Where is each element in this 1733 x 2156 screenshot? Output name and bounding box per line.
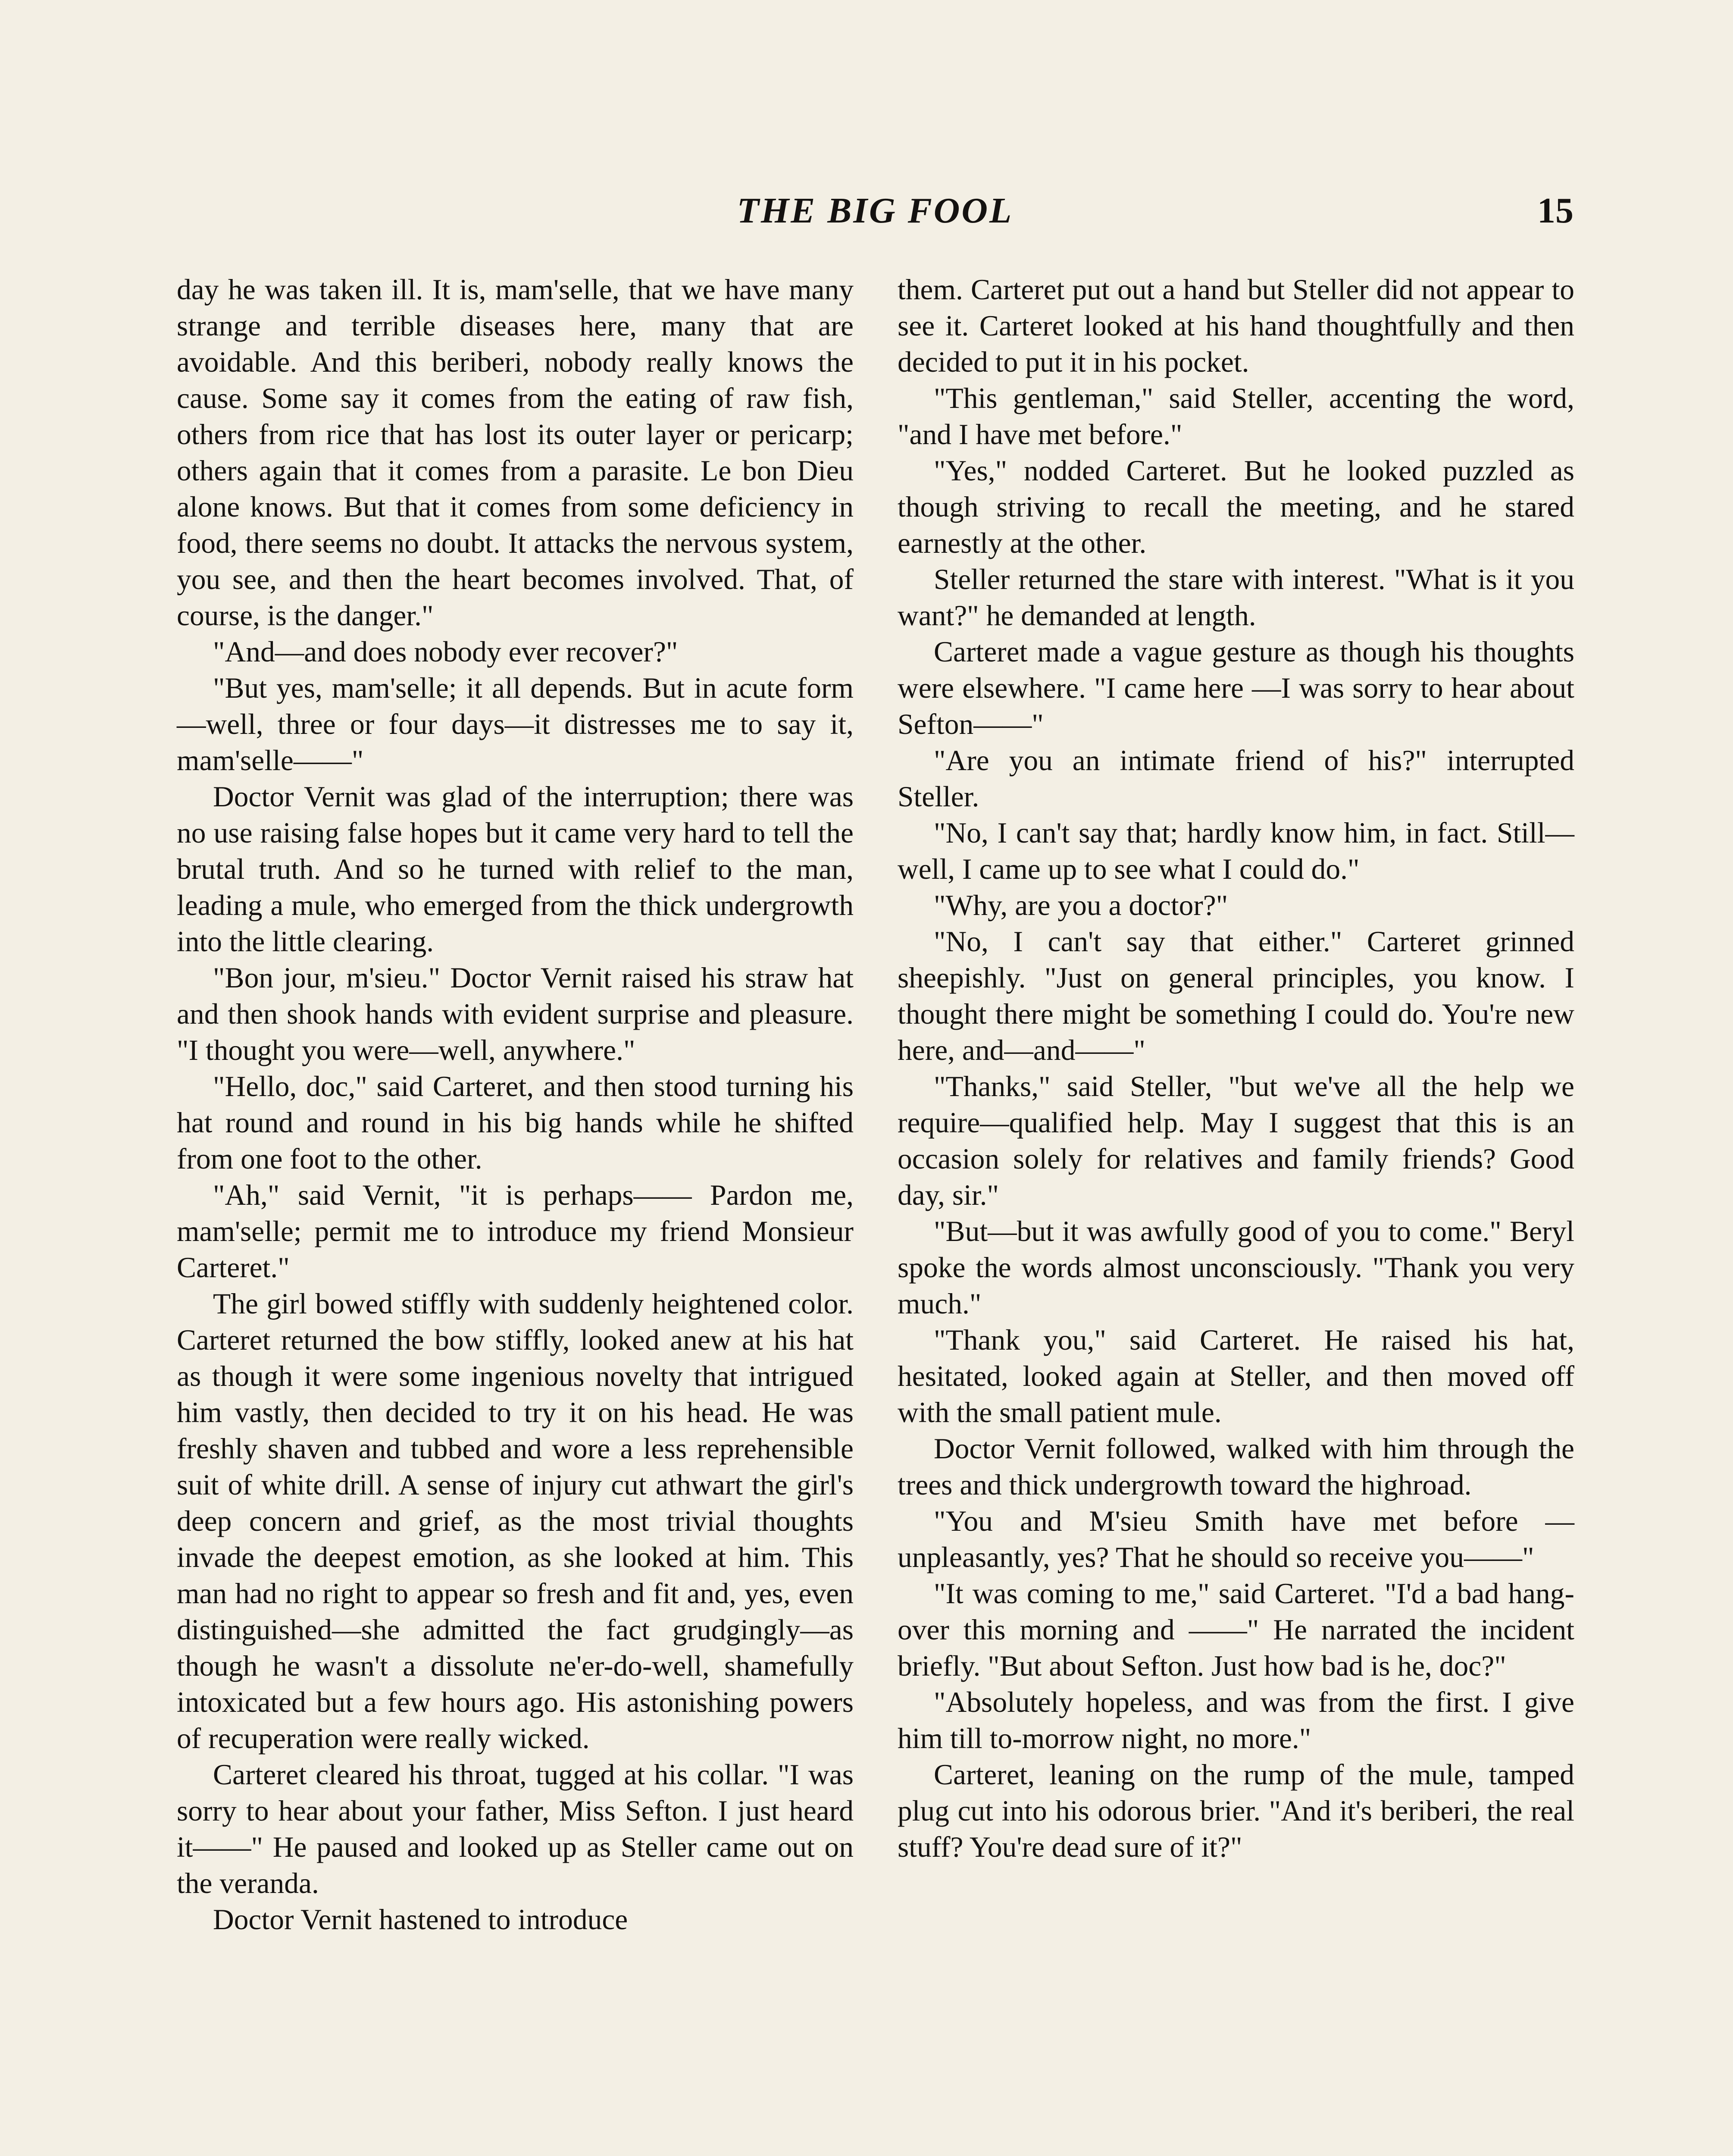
paragraph: "Absolutely hopeless, and was from the first. I give him till to-morrow night, no more." bbox=[898, 1686, 1574, 1755]
paragraph: Carteret, leaning on the rump of the mule, tamped plug cut into his odorous brier. "And it's beriberi, the real stuff? You're dead sure of it?" bbox=[898, 1758, 1574, 1863]
paragraph: "Hello, doc," said Carteret, and then stood turning his hat round and round in his big hands while he shifted from one foot to the other. bbox=[177, 1070, 854, 1175]
paragraph: Doctor Vernit was glad of the interruption; there was no use raising false hopes but it came very hard to tell the brutal truth. And so he turned with relief to the man, leading a mule, who emerged from the thick undergrowth into the little clearing. bbox=[177, 780, 854, 958]
paragraph: "And—and does nobody ever recover?" bbox=[213, 636, 678, 668]
paragraph: "But—but it was awfully good of you to come." Beryl spoke the words almost unconsciously. "Thank you very much." bbox=[898, 1215, 1574, 1320]
paragraph: "Yes," nodded Carteret. But he looked puzzled as though striving to recall the meeting, and he stared earnestly at the other. bbox=[898, 454, 1574, 559]
paragraph: "Thanks," said Steller, "but we've all the help we require—qualified help. May I suggest that this is an occasion solely for relatives and family friends? Good day, sir." bbox=[898, 1070, 1574, 1211]
paragraph: Carteret made a vague gesture as though his thoughts were elsewhere. "I came here —I was sorry to hear about Sefton——" bbox=[898, 636, 1574, 740]
paragraph: "Thank you," said Carteret. He raised his hat, hesitated, looked again at Steller, and then moved off with the small patient mule. bbox=[898, 1324, 1574, 1429]
paragraph: "Are you an intimate friend of his?" interrupted Steller. bbox=[898, 744, 1574, 813]
paragraph: "Why, are you a doctor?" bbox=[934, 889, 1228, 921]
paragraph: "But yes, mam'selle; it all depends. But in acute form—well, three or four days—it distresses me to say it, mam'selle——" bbox=[177, 672, 854, 777]
page-number: 15 bbox=[1537, 191, 1573, 231]
paragraph: day he was taken ill. It is, mam'selle, that we have many strange and terrible diseases here, many that are avoidable. And this beriberi, nobody really knows the cause. Some say it comes from the eating of raw fish, others from rice that has lost its outer layer or pericarp; others again that it comes from a parasite. Le bon Dieu alone knows. But that it comes from some deficiency in food, there seems no doubt. It attacks the nervous system, you see, and then the heart becomes involved. That, of course, is the danger." bbox=[177, 273, 854, 632]
paragraph: "Bon jour, m'sieu." Doctor Vernit raised his straw hat and then shook hands with evident surprise and pleasure. "I thought you were—well, anywhere." bbox=[177, 962, 854, 1066]
right-column bbox=[898, 272, 1574, 1865]
paragraph: "No, I can't say that; hardly know him, in fact. Still—well, I came up to see what I could do." bbox=[898, 817, 1574, 885]
paragraph: Steller returned the stare with interest. "What is it you want?" he demanded at length. bbox=[898, 563, 1574, 632]
paragraph: Carteret cleared his throat, tugged at his collar. "I was sorry to hear about your father, Miss Sefton. I just heard it——" He paused and looked up as Steller came out on the veranda. bbox=[177, 1758, 854, 1899]
paragraph: "You and M'sieu Smith have met before —unpleasantly, yes? That he should so receive you——" bbox=[898, 1505, 1574, 1573]
running-title: THE BIG FOOL bbox=[737, 191, 1014, 231]
paragraph: Doctor Vernit hastened to introduce bbox=[213, 1903, 628, 1936]
paragraph: "It was coming to me," said Carteret. "I'd a bad hang-over this morning and ——" He narrated the incident briefly. "But about Sefton. Just how bad is he, doc?" bbox=[898, 1577, 1574, 1682]
paragraph: "No, I can't say that either." Carteret grinned sheepishly. "Just on general principles, you know. I thought there might be something I could do. You're new here, and—and——" bbox=[898, 925, 1574, 1066]
paragraph: The girl bowed stiffly with suddenly heightened color. Carteret returned the bow stiffly, looked anew at his hat as though it were some ingenious novelty that intrigued him vastly, then decided to try it on his head. He was freshly shaven and tubbed and wore a less reprehensible suit of white drill. A sense of injury cut athwart the girl's deep concern and grief, as the most trivial thoughts invade the deepest emotion, as she looked at him. This man had no right to appear so fresh and fit and, yes, even distinguished—she admitted the fact grudgingly—as though he wasn't a dissolute ne'er-do-well, shamefully intoxicated but a few hours ago. His astonishing powers of recuperation were really wicked. bbox=[177, 1288, 854, 1755]
paragraph: them. Carteret put out a hand but Steller did not appear to see it. Carteret looked at his hand thoughtfully and then decided to put it in his pocket. bbox=[898, 273, 1574, 378]
paragraph: "Ah," said Vernit, "it is perhaps—— Pardon me, mam'selle; permit me to introduce my friend Monsieur Carteret." bbox=[177, 1179, 854, 1284]
page-header bbox=[177, 190, 1573, 241]
paragraph: "This gentleman," said Steller, accenting the word, "and I have met before." bbox=[898, 382, 1574, 451]
left-column bbox=[177, 272, 854, 1938]
paragraph: Doctor Vernit followed, walked with him through the trees and thick undergrowth toward the highroad. bbox=[898, 1432, 1574, 1501]
